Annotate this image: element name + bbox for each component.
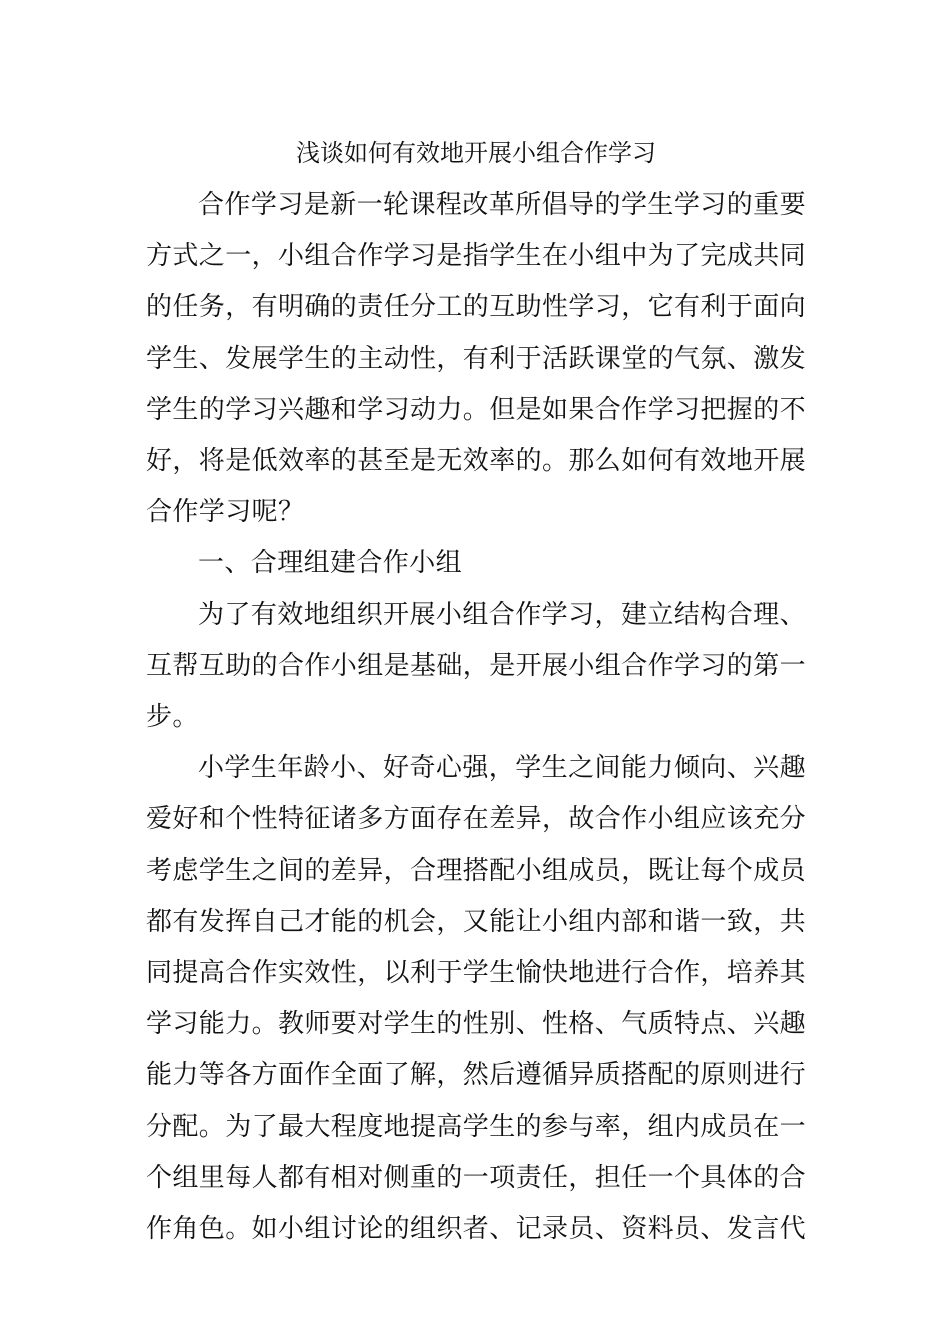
paragraph-intro: 合作学习是新一轮课程改革所倡导的学生学习的重要方式之一，小组合作学习是指学生在小组中为了完成共同的任务，有明确的责任分工的互助性学习，它有利于面向学生、发展学生的主动性，有利于活跃课堂的气氛、激发学生的学习兴趣和学习动力。但是如果合作学习把握的不好，将是低效率的甚至是无效率的。那么如何有效地开展合作学习呢？: [146, 190, 807, 528]
document-title: 浅谈如何有效地开展小组合作学习: [296, 139, 656, 167]
paragraph-section-1-body: 小学生年龄小、好奇心强，学生之间能力倾向、兴趣爱好和个性特征诸多方面存在差异，故合作小组应该充分考虑学生之间的差异，合理搭配小组成员，既让每个成员都有发挥自己才能的机会，又能让小组内部和谐一致，共同提高合作实效性，以利于学生愉快地进行合作，培养其学习能力。教师要对学生的性别、性格、气质特点、兴趣能力等各方面作全面了解，然后遵循异质搭配的原则进行分配。为了最大程度地提高学生的参与率，组内成员在一个组里每人都有相对侧重的一项责任，担任一个具体的合作角色。如小组讨论的组织者、记录员、资料员、发言代: [146, 753, 807, 1245]
paragraph-section-1-intro: 为了有效地组织开展小组合作学习，建立结构合理、互帮互助的合作小组是基础，是开展小组合作学习的第一步。: [146, 599, 807, 733]
document-page: [146, 126, 806, 1255]
section-heading-1: 一、合理组建合作小组: [198, 548, 463, 579]
